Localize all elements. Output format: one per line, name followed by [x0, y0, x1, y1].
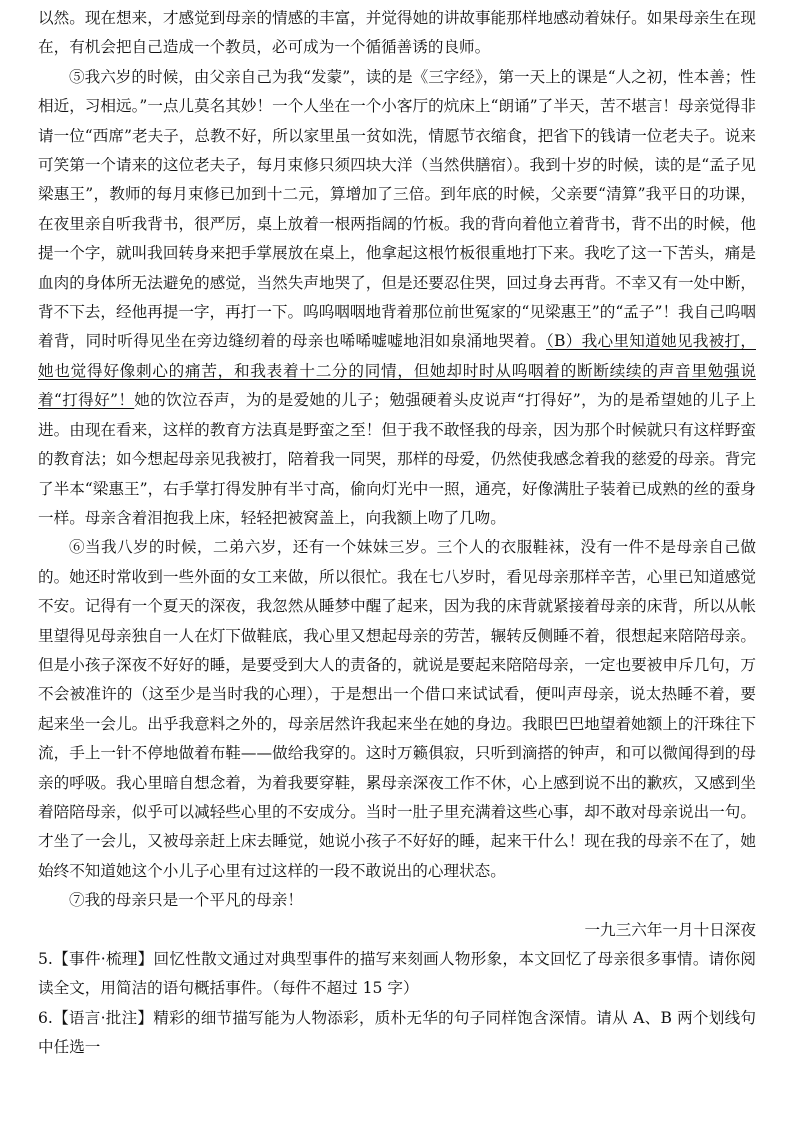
paragraph-6: ⑥当我八岁的时候，二弟六岁，还有一个妹妹三岁。三个人的衣服鞋袜，没有一件不是母亲自己做的。她还时常收到一些外面的女工来做，所以很忙。我在七八岁时，看见母亲那样辛苦，心里已知道感觉不安。记得有一个夏天的深夜，我忽然从睡梦中醒了起来，因为我的床背就紧接着母亲的床背，所以从帐里望得见母亲独自一人在灯下做鞋底，我心里又想起母亲的劳苦，辗转反侧睡不着，很想起来陪陪母亲。但是小孩子深夜不好好的睡，是要受到大人的责备的，就说是要起来陪陪母亲，一定也要被申斥几句，万不会被准许的（这至少是当时我的心理），于是想出一个借口来试试看，便叫声母亲，说太热睡不着，要起来坐一会儿。出乎我意料之外的，母亲居然许我起来坐在她的身边。我眼巴巴地望着她额上的汗珠往下流，手上一针不停地做着布鞋——做给我穿的。这时万籁俱寂，只听到滴搭的钟声，和可以微闻得到的母亲的呼吸。我心里暗自想念着，为着我要穿鞋，累母亲深夜工作不休，心上感到说不出的歉疚，又感到坐着陪陪母亲，似乎可以减轻些心里的不安成分。当时一肚子里充满着这些心事，却不敢对母亲说出一句。才坐了一会儿，又被母亲赶上床去睡觉，她说小孩子不好好的睡，起来干什么！现在我的母亲不在了，她始终不知道她这个小儿子心里有过这样的一段不敢说出的心理状态。: [38, 538, 756, 880]
paragraph-5: [38, 63, 756, 534]
document-page: [38, 4, 756, 1063]
paragraph-7: ⑦我的母亲只是一个平凡的母亲！: [69, 891, 303, 910]
paragraph-5-part-1: ⑤我六岁的时候，由父亲自己为我“发蒙”，读的是《三字经》，第一天上的课是“人之初，性本善；性相近，习相远。”一点儿莫名其妙！一个人坐在一个小客厅的炕床上“朗诵”了半天，苦不堪言！母亲觉得非请一位“西席”老夫子，总教不好，所以家里虽一贫如洗，情愿节衣缩食，把省下的钱请一位老夫子。说来可笑第一个请来的这位老夫子，每月束修只须四块大洋（当然供膳宿）。我到十岁的时候，读的是“孟子见梁惠王”，教师的每月束修已加到十二元，算增加了三倍。到年底的时候，父亲要“清算”我平日的功课，在夜里亲自听我背书，很严厉，桌上放着一根两指阔的竹板。我的背向着他立着背书，背不出的时候，他提一个字，就叫我回转身来把手掌展放在桌上，他拿起这根竹板很重地打下来。我吃了这一下苦头，痛是血肉的身体所无法避免的感觉，当然失声地哭了，但是还要忍住哭，回过身去再背。不幸又有一处中断，背不下去，经他再提一字，再打一下。呜呜咽咽地背着那位前世冤家的“见梁惠王”的“孟子”！我自己呜咽着背，同时听得见坐在旁边缝纫着的母亲也唏唏嘘嘘地泪如泉涌地哭着。: [38, 67, 757, 351]
underlined-sentence-b: （B）我心里知道她见我被打，她也觉得好像刺心的痛苦，和我表着十二分的同情，但她却时时从呜咽着的断断续续的声音里勉强说着“打得好”！: [38, 332, 756, 410]
question-5: 5.【事件·梳理】回忆性散文通过对典型事件的描写来刻画人物形象，本文回忆了母亲很多事情。请你阅读全文，用简洁的语句概括事件。（每件不超过 15 字）: [38, 950, 756, 998]
date-signature: 一九三六年一月十日深夜: [584, 920, 756, 939]
paragraph-4-end: 以然。现在想来，才感觉到母亲的情感的丰富，并觉得她的讲故事能那样地感动着妹仔。如果母亲生在现在，有机会把自己造成一个教员，必可成为一个循循善诱的良师。: [38, 9, 756, 57]
question-6: 6.【语言·批注】精彩的细节描写能为人物添彩，质朴无华的句子同样饱含深情。请从 A、B 两个划线句中任选一: [38, 1008, 756, 1057]
paragraph-5-part-2: 她的饮泣吞声，为的是爱她的儿子；勉强硬着头皮说声“打得好”，为的是希望她的儿子上进。由现在看来，这样的教育方法真是野蛮之至！但于我不敢怪我的母亲，因为那个时候就只有这样野蛮的教育法；如今想起母亲见我被打，陪着我一同哭，那样的母爱，仍然使我感念着我的慈爱的母亲。背完了半本“梁惠王”，右手掌打得发肿有半寸高，偷向灯光中一照，通亮，好像满肚子装着已成熟的丝的蚕身一样。母亲含着泪抱我上床，轻轻把被窝盖上，向我额上吻了几吻。: [38, 391, 756, 527]
